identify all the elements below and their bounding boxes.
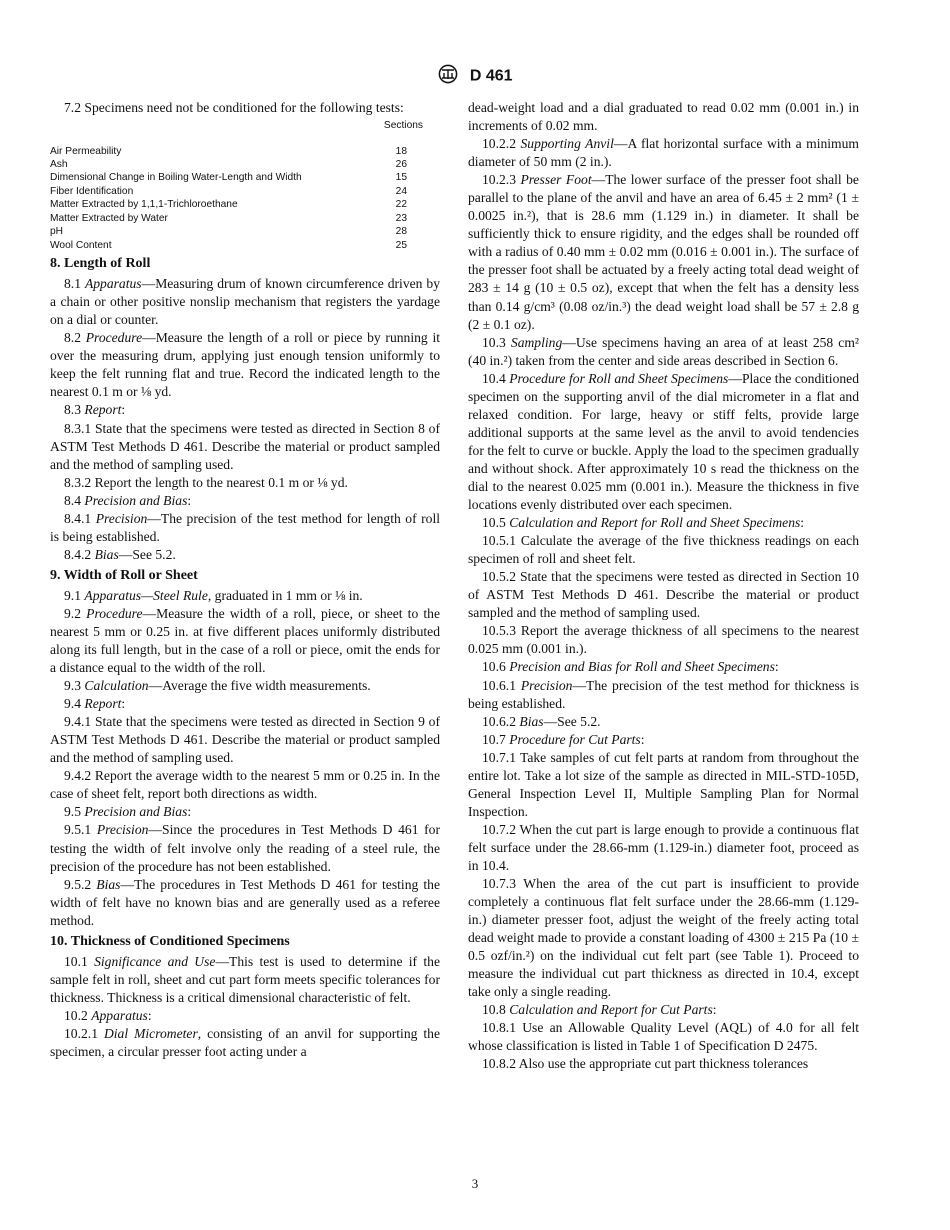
paragraph-8-4-2: 8.4.2 Bias—See 5.2. — [64, 546, 176, 562]
test-name: Ash — [50, 158, 68, 170]
page-header — [0, 64, 950, 89]
paragraph-9-4-1: 9.4.1 State that the specimens were tested as directed in Section 9 of ASTM Test Methods D 461. Describe the material or product sampled and the method of sampling used. — [50, 714, 440, 766]
paragraph-8-2: 8.2 Procedure—Measure the length of a roll or piece by running it over the measuring drum, applying just enough tension uniformly to keep the felt running flat and true. Record the indicated length to the nearest 0.1 m or ⅛ yd. — [50, 330, 440, 400]
sections-header: Sections — [383, 120, 423, 132]
section-number: 28 — [395, 226, 407, 238]
paragraph-7-2: 7.2 Specimens need not be conditioned for the following tests: — [64, 100, 404, 115]
paragraph-10-7: 10.7 Procedure for Cut Parts: — [482, 731, 645, 747]
paragraph-8-1: 8.1 Apparatus—Measuring drum of known circumference driven by a chain or other positive nonslip mechanism that registers the yardage on a dial or counter. — [50, 276, 440, 328]
right-column — [468, 99, 859, 1074]
test-name: Wool Content — [50, 239, 112, 251]
heading-8: 8. Length of Roll — [50, 256, 151, 272]
paragraph-10-6-1: 10.6.1 Precision—The precision of the test method for thickness is being established. — [468, 677, 859, 711]
paragraph-9-5-1: 9.5.1 Precision—Since the procedures in Test Methods D 461 for testing the width of felt involve only the reading of a steel rule, the precision of the procedure has not been established. — [50, 822, 440, 874]
paragraph-10-6-2: 10.6.2 Bias—See 5.2. — [482, 713, 601, 729]
paragraph-10-8: 10.8 Calculation and Report for Cut Parts: — [482, 1002, 717, 1018]
sections-table-row — [50, 145, 440, 158]
paragraph-10-2-2: 10.2.2 Supporting Anvil—A flat horizontal surface with a minimum diameter of 50 mm (2 in.). — [468, 136, 859, 170]
paragraph-9-4: 9.4 Report: — [64, 696, 126, 712]
section-number: 23 — [395, 212, 407, 224]
sections-table-row — [50, 171, 440, 184]
section-number: 22 — [395, 199, 407, 211]
paragraph-10-1: 10.1 Significance and Use—This test is used to determine if the sample felt in roll, sheet and cut part form meets specific tolerances for thickness. Thickness is a critical dimensional characteristic of felt. — [50, 953, 440, 1005]
section-number: 24 — [395, 185, 407, 197]
sections-table-row — [50, 212, 440, 225]
test-name: Matter Extracted by Water — [50, 212, 168, 224]
left-column — [50, 99, 440, 1061]
designation: D 461 — [469, 67, 513, 85]
section-number: 26 — [395, 158, 407, 170]
paragraph-10-7-3: 10.7.3 When the area of the cut part is insufficient to provide completely a continuous flat felt surface under the 28.66-mm (1.129-in.) diameter presser foot, adjust the weight of the freely acting total dead weight made to provide a constant loading of 4300 ± 215 Pa (10 ± 0.5 ozf/in.²) on the individual cut felt part (see Table 1). Proceed to measure the individual cut part thickness as directed in 10.4, except take only a single reading. — [468, 876, 859, 1000]
sections-table-row — [50, 185, 440, 198]
paragraph-10-7-2: 10.7.2 When the cut part is large enough to provide a continuous flat felt surface under the 28.66-mm (1.129-in.) diameter foot, proceed as in 10.4. — [468, 821, 859, 873]
paragraph-10-6: 10.6 Precision and Bias for Roll and Sheet Specimens: — [482, 659, 779, 675]
paragraph-8-4-1: 8.4.1 Precision—The precision of the test method for length of roll is being established. — [50, 510, 440, 544]
heading-9: 9. Width of Roll or Sheet — [50, 567, 198, 583]
paragraph-9-5: 9.5 Precision and Bias: — [64, 804, 192, 820]
heading-10: 10. Thickness of Conditioned Specimens — [50, 933, 290, 949]
paragraph-8-3-2: 8.3.2 Report the length to the nearest 0.1 m or ⅛ yd. — [64, 474, 348, 490]
sections-table-row — [50, 198, 440, 211]
paragraph-9-1: 9.1 Apparatus—Steel Rule, graduated in 1 mm or ⅛ in. — [64, 587, 363, 603]
paragraph-10-4: 10.4 Procedure for Roll and Sheet Specimens—Place the conditioned specimen on the supporting anvil of the dial micrometer in a flat and relaxed condition. For large, heavy or stiff felts, provide large additional supports at the same level as the anvil to avoid tendencies for the felt to curve or buckle. Apply the load to the specimen gradually and without shock. After approximately 10 s read the thickness on the dial to the nearest 0.025 mm (0.001 in.). Measure the thickness in five locations evenly distributed over each specimen. — [468, 370, 859, 513]
astm-logo-icon — [437, 64, 459, 89]
section-number: 15 — [395, 172, 407, 184]
test-name: Air Permeability — [50, 145, 122, 157]
paragraph-9-2: 9.2 Procedure—Measure the width of a roll, piece, or sheet to the nearest 5 mm or 0.25 in. at five different places uniformly distributed along its full length, but in the case of a roll or piece, omit the ends for a distance equal to the width of the roll. — [50, 605, 440, 676]
paragraph-10-7-1: 10.7.1 Take samples of cut felt parts at random from throughout the entire lot. Take a lot size of the sample as directed in MIL-STD-105D, General Inspection Level II, Multiple Sampling Plan for Normal Inspection. — [468, 749, 859, 819]
page-number: 3 — [471, 1176, 479, 1191]
sections-table-row — [50, 225, 440, 238]
paragraph-10-8-1: 10.8.1 Use an Allowable Quality Level (AQL) of 4.0 for all felt whose classification is listed in Table 1 of Specification D 2475. — [468, 1020, 859, 1054]
sections-table — [50, 119, 440, 252]
sections-table-row — [50, 239, 440, 252]
section-number: 25 — [395, 239, 407, 251]
paragraph-10-2: 10.2 Apparatus: — [64, 1007, 152, 1023]
paragraph-10-8-2: 10.8.2 Also use the appropriate cut part thickness tolerances — [482, 1056, 809, 1072]
paragraph-9-5-2: 9.5.2 Bias—The procedures in Test Methods D 461 for testing the width of felt have no known bias and are generally used as a referee method. — [50, 876, 440, 928]
paragraph-10-5-2: 10.5.2 State that the specimens were tested as directed in Section 10 of ASTM Test Methods D 461. Describe the material or product sampled and the method of sampling used. — [468, 569, 859, 621]
paragraph-9-3: 9.3 Calculation—Average the five width measurements. — [64, 678, 371, 694]
paragraph-10-5: 10.5 Calculation and Report for Roll and Sheet Specimens: — [482, 515, 805, 531]
test-name: pH — [50, 226, 64, 238]
paragraph-9-4-2: 9.4.2 Report the average width to the nearest 5 mm or 0.25 in. In the case of sheet felt, report both directions as width. — [50, 768, 440, 802]
paragraph-10-3: 10.3 Sampling—Use specimens having an area of at least 258 cm² (40 in.²) taken from the center and side areas described in Section 6. — [468, 334, 859, 368]
test-name: Dimensional Change in Boiling Water-Length and Width — [50, 172, 302, 184]
section-number: 18 — [395, 145, 407, 157]
paragraph-10-5-3: 10.5.3 Report the average thickness of all specimens to the nearest 0.025 mm (0.001 in.). — [468, 623, 859, 657]
test-name: Fiber Identification — [50, 185, 134, 197]
test-name: Matter Extracted by 1,1,1-Trichloroethane — [50, 199, 238, 211]
paragraph-10-2-1-continued: dead-weight load and a dial graduated to read 0.02 mm (0.001 in.) in increments of 0.02 mm. — [468, 100, 859, 134]
paragraph-10-2-3: 10.2.3 Presser Foot—The lower surface of the presser foot shall be parallel to the plane of the anvil and have an area of 6.45 ± 2 mm² (1 ± 0.0025 in.²), that is 28.6 mm (1.129 in.) in diameter. It shall be sufficiently thick to ensure rigidity, and the edges shall be rounded off with a radius of 0.40 mm ± 0.02 mm (0.016 ± 0.001 in.). The surface of the presser foot shall be actuated by a freely acting total dead weight of 283 ± 14 g (10 ± 0.5 oz), except that when the felt has a density less than 0.14 g/cm³ (0.08 oz/in.³) the dead weight load shall be 57 ± 2.8 g (2 ± 0.1 oz). — [468, 172, 859, 332]
paragraph-8-3-1: 8.3.1 State that the specimens were tested as directed in Section 8 of ASTM Test Methods D 461. Describe the material or product sampled and the method of sampling used. — [50, 420, 440, 472]
paragraph-8-3: 8.3 Report: — [64, 402, 126, 418]
paragraph-10-2-1: 10.2.1 Dial Micrometer, consisting of an anvil for supporting the specimen, a circular presser foot acting under a — [50, 1025, 441, 1059]
sections-table-row — [50, 158, 440, 171]
paragraph-10-5-1: 10.5.1 Calculate the average of the five thickness readings on each specimen of roll and sheet felt. — [468, 533, 859, 567]
paragraph-8-4: 8.4 Precision and Bias: — [64, 492, 192, 508]
